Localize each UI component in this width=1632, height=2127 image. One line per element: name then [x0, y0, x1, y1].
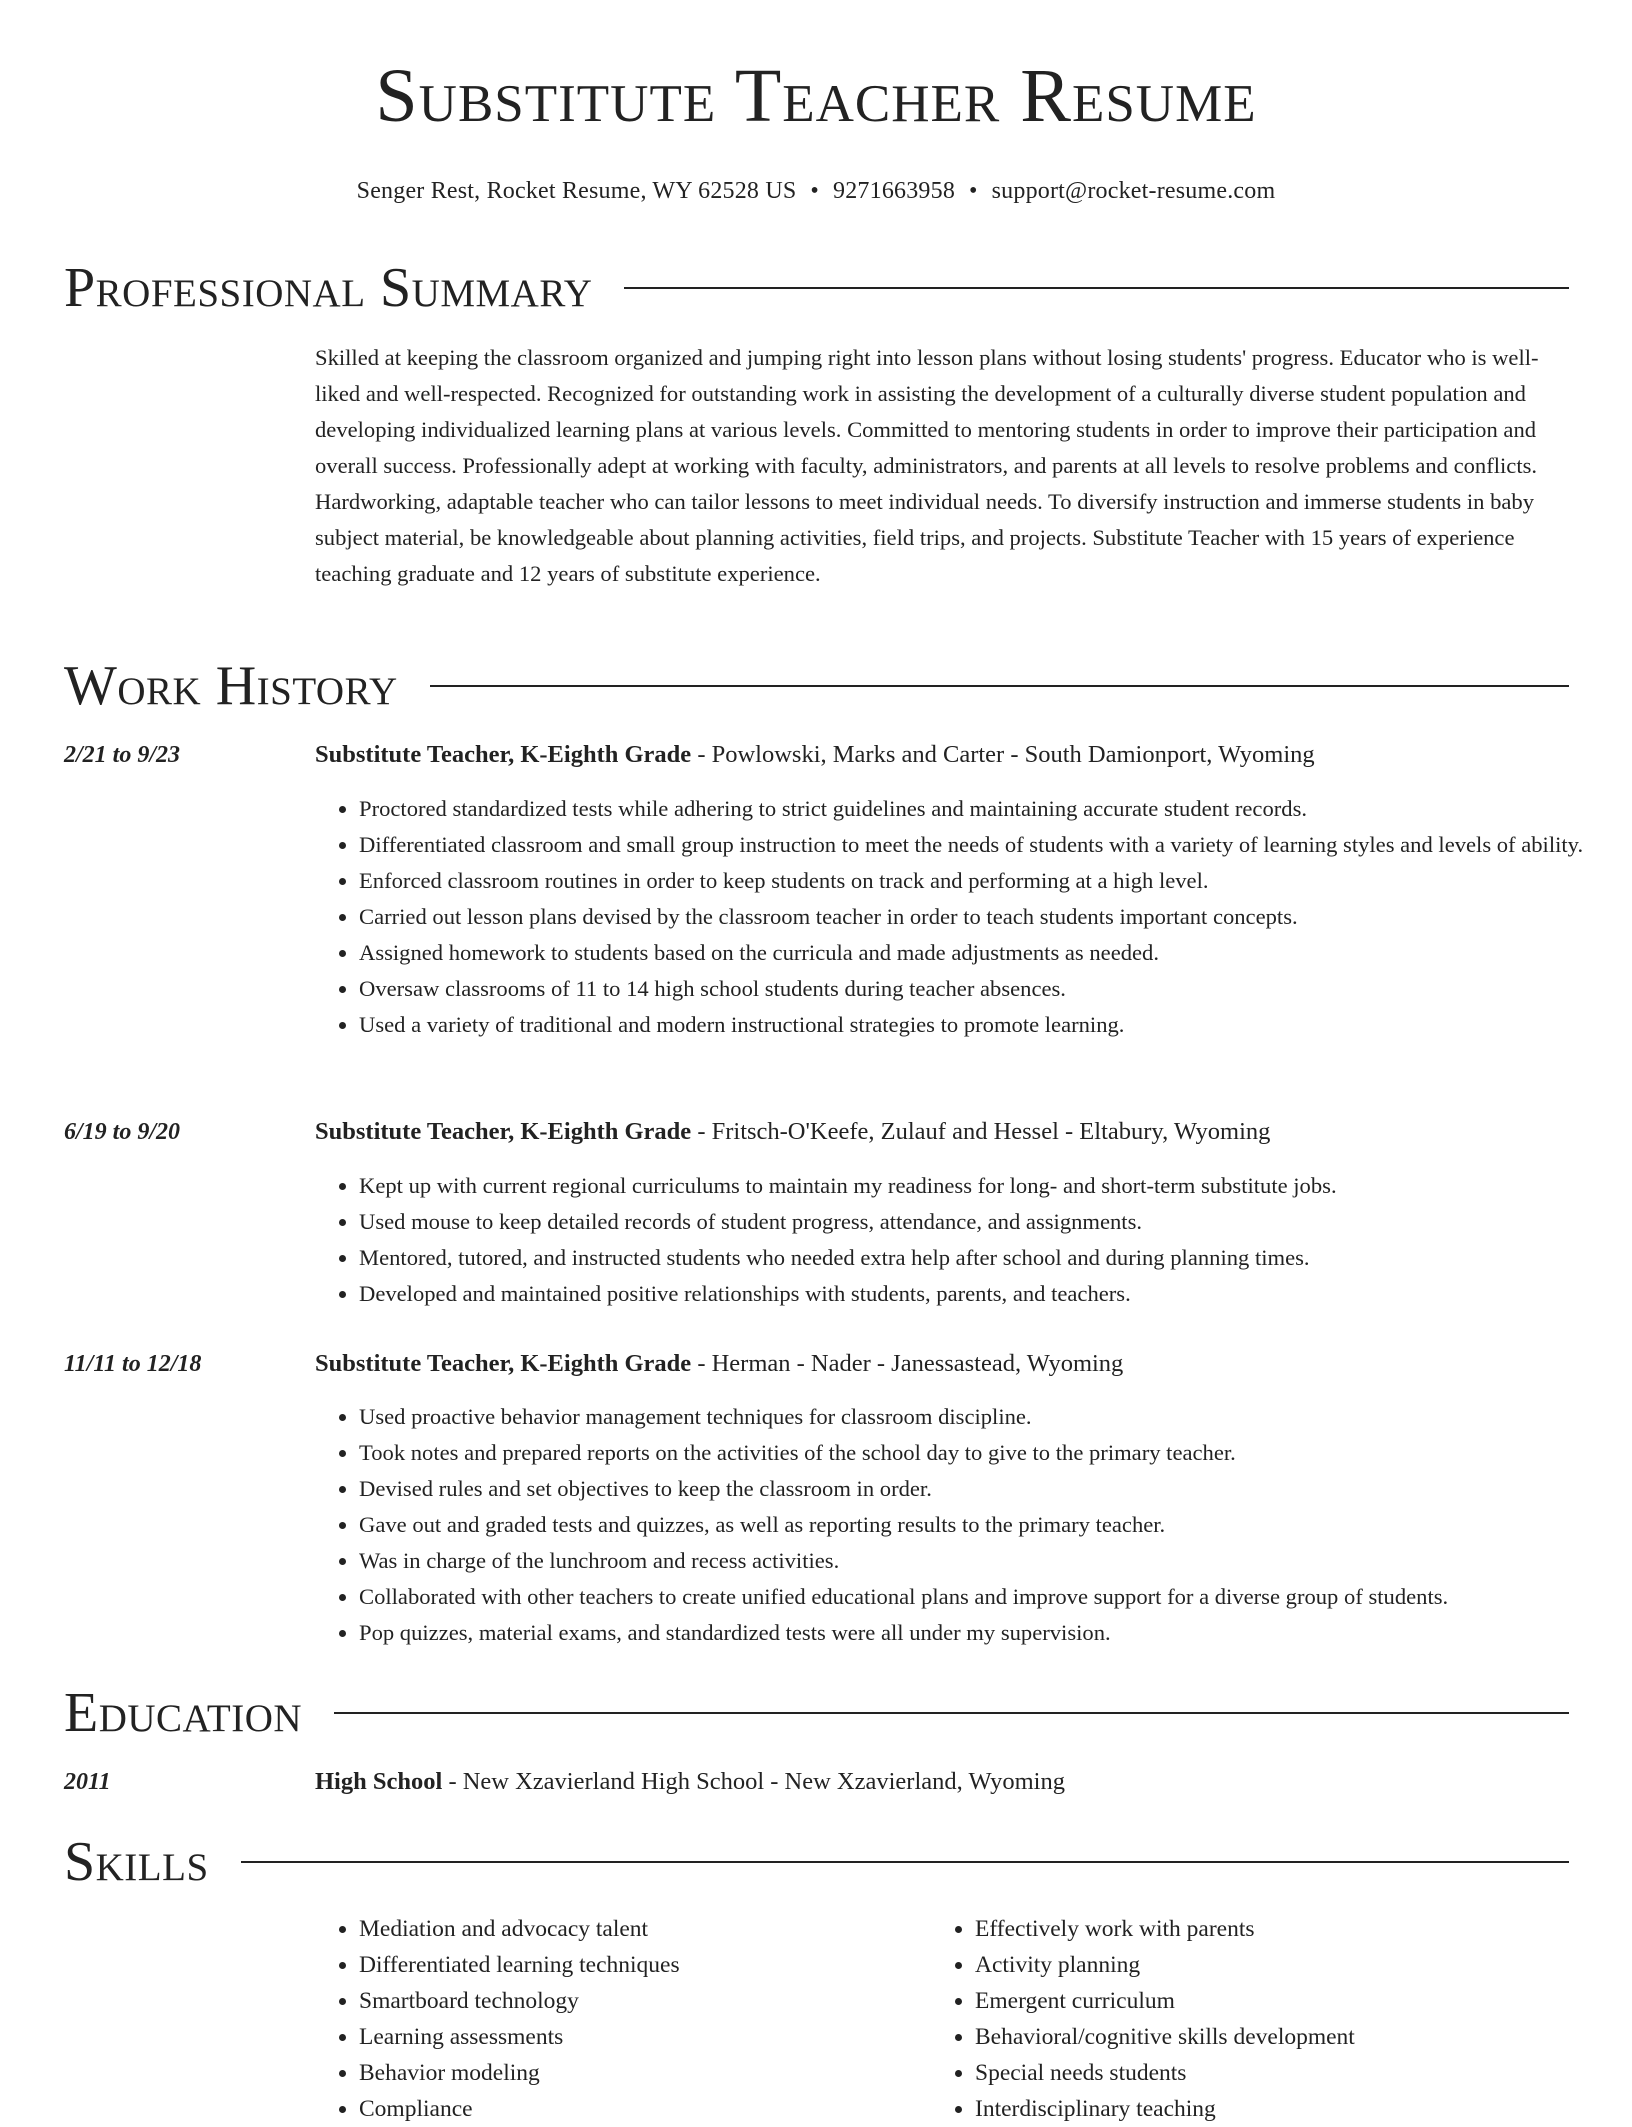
summary-text: Skilled at keeping the classroom organized and jumping right into lesson plans without losing students' progress. Educator who is well-liked and well-respected. Recognized for outstanding work in assisting the development of a culturally diverse student population and developing individualized learning plans at various levels. Committed to mentoring students in order to improve their participation and overall success. Professionally adept at working with faculty, administrators, and parents at all levels to resolve problems and conflicts. Hardworking, adaptable teacher who can tailor lessons to meet individual needs. To diversify instruction and immerse students in baby subject material, be knowledgeable about planning activities, field trips, and projects. Substitute Teacher with 15 years of experience teaching graduate and 12 years of substitute experience.: [315, 345, 1539, 586]
skill-item: • Compliance: [359, 2091, 919, 2127]
contact-separator: •: [969, 178, 978, 204]
skills-list-right: [931, 1911, 1595, 2127]
skill-item: • Learning assessments: [359, 2019, 919, 2055]
job-details: - Fritsch-O'Keefe, Zulauf and Hessel - Eltabury, Wyoming: [691, 1118, 1271, 1145]
list-item: • Differentiated classroom and small group instruction to meet the needs of students with a variety of learning styles and levels of ability.: [359, 827, 1624, 863]
list-item: • Was in charge of the lunchroom and recess activities.: [359, 1543, 1624, 1579]
contact-phone: 9271663958: [833, 178, 956, 204]
job-dates: 11/11 to 12/18: [64, 1351, 202, 1377]
skills-section-header: [64, 1832, 1569, 1892]
summary-heading: Professional Summary: [64, 257, 593, 319]
skills-heading: Skills: [64, 1831, 209, 1893]
list-item: • Pop quizzes, material exams, and standardized tests were all under my supervision.: [359, 1615, 1624, 1651]
summary-section-header: [64, 258, 1569, 318]
job-dates: 6/19 to 9/20: [64, 1119, 181, 1145]
skill-item: • Differentiated learning techniques: [359, 1947, 919, 1983]
skill-item: • Emergent curriculum: [975, 1983, 1595, 2019]
job-bullets: [315, 1168, 1624, 1312]
list-item: • Kept up with current regional curriculums to maintain my readiness for long- and short-term substitute jobs.: [359, 1168, 1624, 1204]
list-item: • Oversaw classrooms of 11 to 14 high school students during teacher absences.: [359, 971, 1624, 1007]
work-heading: Work History: [64, 655, 398, 717]
list-item: • Took notes and prepared reports on the activities of the school day to give to the primary teacher.: [359, 1435, 1624, 1471]
education-degree: High School: [315, 1768, 443, 1795]
skill-item: • Effectively work with parents: [975, 1911, 1595, 1947]
section-divider: [334, 1712, 1569, 1714]
list-item: • Used a variety of traditional and modern instructional strategies to promote learning.: [359, 1007, 1624, 1043]
job-bullets: [315, 791, 1624, 1043]
list-item: • Proctored standardized tests while adhering to strict guidelines and maintaining accurate student records.: [359, 791, 1624, 827]
skill-item: • Behavior modeling: [359, 2055, 919, 2091]
skills-list-left: [315, 1911, 919, 2127]
contact-email: support@rocket-resume.com: [991, 178, 1276, 204]
job-bullets: [315, 1399, 1624, 1651]
education-details: - New Xzavierland High School - New Xzavierland, Wyoming: [442, 1768, 1065, 1795]
skill-item: • Smartboard technology: [359, 1983, 919, 2019]
skill-item: • Activity planning: [975, 1947, 1595, 1983]
list-item: • Carried out lesson plans devised by the classroom teacher in order to teach students important concepts.: [359, 899, 1624, 935]
job-details: - Powlowski, Marks and Carter - South Damionport, Wyoming: [691, 741, 1315, 768]
work-section-header: [64, 656, 1569, 716]
list-item: • Developed and maintained positive relationships with students, parents, and teachers.: [359, 1276, 1624, 1312]
list-item: • Assigned homework to students based on the curricula and made adjustments as needed.: [359, 935, 1624, 971]
skill-item: • Mediation and advocacy talent: [359, 1911, 919, 1947]
education-entry: [315, 1767, 1575, 1797]
job-title: Substitute Teacher, K-Eighth Grade: [315, 1118, 692, 1145]
list-item: • Collaborated with other teachers to create unified educational plans and improve support for a diverse group of students.: [359, 1579, 1624, 1615]
job-title: Substitute Teacher, K-Eighth Grade: [315, 741, 692, 768]
job-heading: [315, 1117, 1575, 1147]
skill-item: • Behavioral/cognitive skills development: [975, 2019, 1595, 2055]
education-section-header: [64, 1683, 1569, 1743]
list-item: • Mentored, tutored, and instructed students who needed extra help after school and during planning times.: [359, 1240, 1624, 1276]
section-divider: [624, 287, 1569, 289]
list-item: • Devised rules and set objectives to keep the classroom in order.: [359, 1471, 1624, 1507]
list-item: • Used mouse to keep detailed records of student progress, attendance, and assignments.: [359, 1204, 1624, 1240]
contact-line: [0, 176, 1632, 206]
section-divider: [430, 685, 1569, 687]
contact-address: Senger Rest, Rocket Resume, WY 62528 US: [356, 178, 797, 204]
section-divider: [241, 1861, 1569, 1863]
job-title: Substitute Teacher, K-Eighth Grade: [315, 1350, 692, 1377]
education-heading: Education: [64, 1682, 303, 1744]
list-item: • Used proactive behavior management techniques for classroom discipline.: [359, 1399, 1624, 1435]
contact-separator: •: [810, 178, 820, 204]
job-details: - Herman - Nader - Janessastead, Wyoming: [691, 1350, 1124, 1377]
job-dates: 2/21 to 9/23: [64, 742, 181, 768]
list-item: • Enforced classroom routines in order to keep students on track and performing at a high level.: [359, 863, 1624, 899]
job-heading: [315, 740, 1575, 770]
skill-item: • Special needs students: [975, 2055, 1595, 2091]
list-item: • Gave out and graded tests and quizzes, as well as reporting results to the primary teacher.: [359, 1507, 1624, 1543]
skill-item: • Interdisciplinary teaching: [975, 2091, 1595, 2127]
education-year: 2011: [64, 1769, 111, 1795]
job-heading: [315, 1349, 1575, 1379]
resume-title: Substitute Teacher Resume: [375, 54, 1257, 138]
